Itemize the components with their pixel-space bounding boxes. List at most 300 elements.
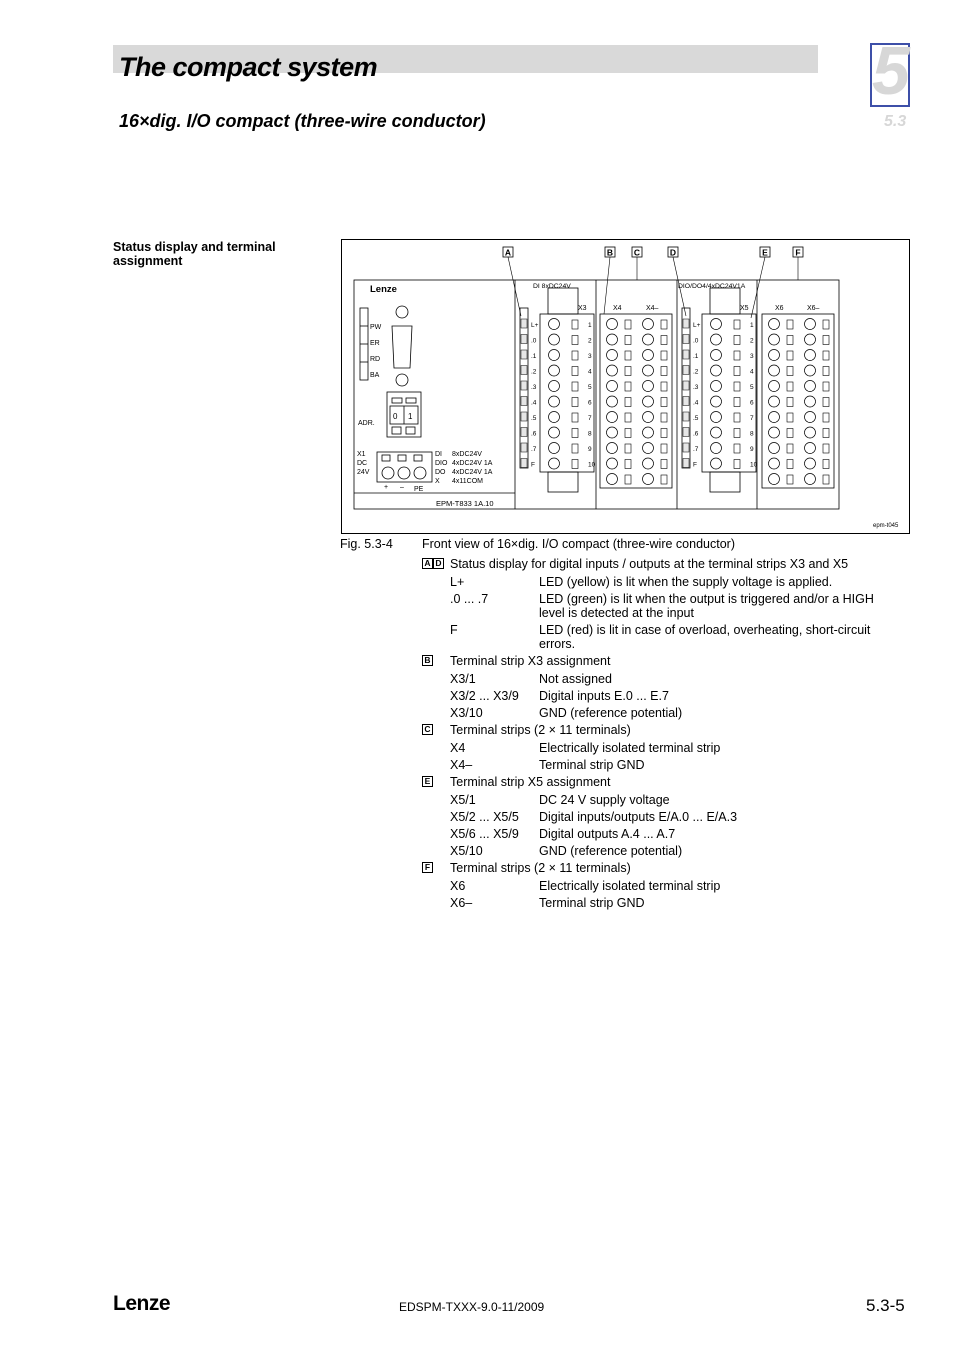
legend-value: Terminal strip GND	[539, 896, 645, 910]
terminal-screw-x3	[572, 460, 578, 469]
legend-row	[422, 810, 892, 824]
terminal-hole-x4	[607, 350, 618, 361]
di-header: DI 8xDC24V	[533, 283, 571, 290]
terminal-screw-x4	[625, 413, 631, 422]
terminal-hole-x6	[769, 443, 780, 454]
terminal-screw-x4	[625, 475, 631, 484]
terminal-hole-x4	[643, 334, 654, 345]
terminal-screw-x4	[661, 413, 667, 422]
terminal-screw-x6	[823, 336, 829, 345]
legend-key: .0 ... .7	[450, 592, 489, 606]
terminal-hole-x6	[805, 458, 816, 469]
status-led-x3	[521, 428, 527, 437]
figure-ref: epm-t045	[873, 523, 899, 529]
legend-value: LED (green) is lit when the output is triggered and/or a HIGH level is detected at the input	[539, 592, 874, 620]
terminal-number-x3: 9	[588, 446, 592, 453]
pe-label: PE	[414, 486, 424, 493]
terminal-screw-x6	[787, 398, 793, 407]
x1-label: DC	[357, 460, 368, 467]
terminal-number-x3: 4	[588, 368, 592, 376]
figure-front-view	[341, 239, 910, 534]
terminal-hole-x6	[769, 474, 780, 485]
terminal-screw-x4	[661, 398, 667, 407]
terminal-hole-x4	[607, 319, 618, 330]
terminal-hole-x4	[643, 427, 654, 438]
terminal-screw-x3	[572, 444, 578, 453]
terminal-screw-x6	[787, 444, 793, 453]
x4-label: X4	[613, 305, 622, 312]
terminal-hole-x6	[769, 350, 780, 361]
terminal-screw-x4	[661, 429, 667, 438]
x6-minus-label: X6–	[807, 305, 820, 312]
terminal-screw-x5	[734, 460, 740, 469]
model-label: EPM-T833 1A.10	[436, 499, 494, 508]
terminal-screw-x5	[734, 413, 740, 422]
legend-key: F	[450, 623, 458, 637]
terminal-hole-x4	[643, 396, 654, 407]
terminal-screw-x4	[625, 336, 631, 345]
legend-row	[422, 575, 892, 589]
legend-row	[422, 758, 892, 772]
terminal-hole-x4	[643, 319, 654, 330]
chapter-number: 5	[872, 33, 910, 109]
status-label-x3: .7	[531, 446, 537, 453]
terminal-hole-x5	[711, 319, 722, 330]
terminal-screw-x6	[787, 429, 793, 438]
legend-letter-box: F	[422, 862, 433, 873]
legend-row	[422, 827, 892, 841]
terminal-hole-x6	[805, 396, 816, 407]
callout-leader	[751, 257, 765, 318]
legend-group	[422, 723, 892, 772]
legend-value: LED (red) is lit in case of overload, overheating, short-circuit errors.	[539, 623, 871, 651]
status-label-x5: .7	[693, 446, 699, 453]
status-led-x5	[683, 459, 689, 468]
led-label: RD	[370, 356, 381, 363]
terminal-hole-x4	[607, 396, 618, 407]
status-label-x5: .5	[693, 415, 699, 422]
terminal-hole-x4	[607, 334, 618, 345]
terminal-hole-x5	[711, 458, 722, 469]
figure-caption-number: Fig. 5.3-4	[340, 537, 393, 551]
terminal-hole-x3	[549, 381, 560, 392]
status-label-x5: F	[693, 461, 697, 469]
terminal-screw-x5	[734, 336, 740, 345]
terminal-hole-x4	[607, 381, 618, 392]
terminal-screw-x5	[734, 351, 740, 360]
status-label-x5: .6	[693, 430, 699, 438]
terminal-hole-x4	[643, 381, 654, 392]
terminal-hole-x5	[711, 365, 722, 376]
legend-key: X4	[450, 741, 466, 755]
terminal-screw-x6	[823, 444, 829, 453]
terminal-screw-x6	[787, 367, 793, 376]
page-subtitle: 16×dig. I/O compact (three-wire conductor)	[119, 111, 486, 131]
status-led-x3	[521, 366, 527, 375]
terminal-hole-x6	[805, 381, 816, 392]
terminal-screw-x6	[787, 413, 793, 422]
terminal-hole-x4	[607, 412, 618, 423]
terminal-number-x5: 10	[750, 461, 758, 469]
status-led-x3	[521, 350, 527, 359]
legend-key: X3/1	[450, 672, 476, 686]
terminal-screw-x4	[625, 429, 631, 438]
legend-value: Electrically isolated terminal strip	[539, 879, 721, 893]
footer-logo: Lenze	[113, 1292, 171, 1315]
side-label: Status display and terminal assignment	[113, 240, 276, 268]
terminal-screw-x6	[823, 398, 829, 407]
terminal-hole-x6	[805, 427, 816, 438]
terminal-hole-x6	[805, 412, 816, 423]
figure-legend	[422, 557, 892, 913]
terminal-screw-x3	[572, 398, 578, 407]
terminal-hole-x5	[711, 350, 722, 361]
legend-value: DC 24 V supply voltage	[539, 793, 670, 807]
terminal-screw-x3	[572, 367, 578, 376]
terminal-screw-x5	[734, 398, 740, 407]
terminal-screw-x3	[572, 413, 578, 422]
dio-header: DIO/DO4/4xDC24V1A	[678, 283, 746, 290]
callout-letter: F	[795, 247, 801, 258]
terminal-screw-x4	[625, 460, 631, 469]
legend-row	[422, 689, 892, 703]
spec-key: DIO	[435, 460, 448, 467]
status-label-x3: F	[531, 461, 535, 469]
legend-key: X3/10	[450, 706, 483, 720]
terminal-hole-x5	[711, 427, 722, 438]
terminal-screw-x6	[823, 475, 829, 484]
terminal-hole-x4	[643, 458, 654, 469]
status-label-x5: .0	[693, 337, 699, 345]
status-led-x5	[683, 319, 689, 328]
legend-heading	[422, 723, 892, 737]
terminal-screw-x4	[661, 320, 667, 329]
status-label-x3: .5	[531, 415, 537, 422]
terminal-number-x3: 6	[588, 399, 592, 407]
terminal-screw-x6	[823, 351, 829, 360]
terminal-screw-x3	[572, 351, 578, 360]
spec-value: 4x11COM	[452, 478, 483, 485]
terminal-number-x3: 5	[588, 384, 592, 391]
terminal-screw-x6	[823, 460, 829, 469]
dip-label: 0	[393, 412, 398, 421]
footer-doc-id: EDSPM-TXXX-9.0-11/2009	[399, 1300, 545, 1314]
terminal-screw-x6	[823, 413, 829, 422]
legend-value: Digital outputs A.4 ... A.7	[539, 827, 676, 841]
terminal-screw-x4	[661, 382, 667, 391]
legend-row	[422, 672, 892, 686]
status-label-x3: .4	[531, 399, 537, 407]
terminal-number-x5: 8	[750, 430, 754, 438]
legend-value: Digital inputs/outputs E/A.0 ... E/A.3	[539, 810, 738, 824]
minus-label: –	[400, 484, 404, 491]
led-label: ER	[370, 340, 380, 347]
terminal-screw-x4	[661, 351, 667, 360]
legend-heading	[422, 557, 892, 571]
terminal-screw-x4	[661, 367, 667, 376]
legend-heading-text: Terminal strip X3 assignment	[450, 654, 611, 668]
legend-row	[422, 592, 892, 620]
terminal-screw-x6	[787, 351, 793, 360]
spec-value: 8xDC24V	[452, 451, 482, 458]
status-led-x3	[521, 443, 527, 452]
callout-letter: B	[606, 247, 614, 258]
terminal-hole-x4	[643, 443, 654, 454]
terminal-hole-x6	[769, 365, 780, 376]
x1-label: 24V	[357, 469, 370, 476]
spec-key: DI	[435, 451, 442, 458]
spec-key: X	[435, 478, 440, 485]
legend-heading	[422, 861, 892, 875]
terminal-hole-x3	[549, 334, 560, 345]
terminal-screw-x4	[661, 475, 667, 484]
terminal-hole-x5	[711, 443, 722, 454]
terminal-hole-x4	[643, 474, 654, 485]
legend-value: Electrically isolated terminal strip	[539, 741, 721, 755]
terminal-screw-x4	[661, 336, 667, 345]
status-led-x3	[521, 397, 527, 406]
callout-leader	[508, 257, 521, 316]
legend-key: X3/2 ... X3/9	[450, 689, 519, 703]
status-label-x5: .4	[693, 399, 699, 407]
status-led-x3	[521, 335, 527, 344]
terminal-hole-x6	[805, 443, 816, 454]
status-led-x3	[521, 459, 527, 468]
callout-letter: E	[762, 247, 768, 258]
legend-row	[422, 741, 892, 755]
terminal-screw-x6	[787, 475, 793, 484]
terminal-number-x3: 7	[588, 415, 592, 422]
terminal-screw-x5	[734, 382, 740, 391]
terminal-hole-x6	[769, 458, 780, 469]
chapter-section: 5.3	[884, 113, 907, 130]
legend-heading	[422, 775, 892, 789]
status-label-x5: .1	[693, 353, 699, 360]
terminal-number-x5: 1	[750, 322, 754, 329]
x4-minus-label: X4–	[646, 305, 659, 312]
terminal-hole-x4	[607, 443, 618, 454]
plus-label: +	[384, 484, 389, 491]
callout-letter: C	[633, 247, 641, 258]
legend-letter-box: E	[422, 776, 433, 787]
terminal-screw-x6	[823, 320, 829, 329]
terminal-number-x5: 7	[750, 415, 754, 422]
terminal-screw-x5	[734, 367, 740, 376]
status-label-x3: .1	[531, 353, 537, 360]
legend-heading-text: Terminal strips (2 × 11 terminals)	[450, 861, 631, 875]
legend-letter-box: B	[422, 655, 433, 666]
terminal-screw-x4	[625, 444, 631, 453]
status-led-x5	[683, 366, 689, 375]
x6-label: X6	[775, 305, 784, 312]
terminal-hole-x6	[805, 474, 816, 485]
terminal-screw-x4	[661, 460, 667, 469]
terminal-number-x3: 2	[588, 337, 592, 345]
terminal-hole-x3	[549, 319, 560, 330]
dip-label: 1	[408, 412, 413, 421]
legend-group	[422, 654, 892, 720]
terminal-screw-x6	[823, 429, 829, 438]
x3-label: X3	[578, 305, 587, 312]
status-led-x5	[683, 443, 689, 452]
terminal-screw-x4	[661, 444, 667, 453]
legend-group	[422, 861, 892, 910]
terminal-hole-x3	[549, 365, 560, 376]
terminal-screw-x6	[787, 320, 793, 329]
terminal-hole-x5	[711, 381, 722, 392]
spec-key: DO	[435, 469, 446, 476]
terminal-screw-x4	[625, 382, 631, 391]
legend-value: LED (yellow) is lit when the supply voltage is applied.	[539, 575, 833, 589]
terminal-hole-x3	[549, 458, 560, 469]
legend-group	[422, 775, 892, 858]
callout-letter: D	[669, 247, 677, 258]
terminal-hole-x6	[769, 427, 780, 438]
terminal-hole-x4	[607, 474, 618, 485]
terminal-screw-x6	[787, 382, 793, 391]
page-title: The compact system	[119, 52, 378, 82]
terminal-hole-x6	[769, 319, 780, 330]
legend-value: Terminal strip GND	[539, 758, 645, 772]
terminal-hole-x3	[549, 350, 560, 361]
device-diagram	[342, 240, 909, 533]
terminal-number-x5: 3	[750, 353, 754, 360]
status-led-x5	[683, 397, 689, 406]
terminal-screw-x6	[787, 460, 793, 469]
legend-row	[422, 879, 892, 893]
legend-value: GND (reference potential)	[539, 706, 683, 720]
terminal-hole-x6	[805, 350, 816, 361]
terminal-screw-x6	[787, 336, 793, 345]
terminal-hole-x4	[643, 365, 654, 376]
device-logo: Lenze	[370, 284, 397, 295]
status-label-x3: .6	[531, 430, 537, 438]
led-label: PW	[370, 324, 382, 331]
legend-row	[422, 793, 892, 807]
footer-page-number: 5.3-5	[866, 1296, 905, 1315]
terminal-number-x3: 3	[588, 353, 592, 360]
terminal-hole-x5	[711, 396, 722, 407]
legend-key: L+	[450, 575, 465, 589]
legend-heading-text: Status display for digital inputs / outputs at the terminal strips X3 and X5	[450, 557, 849, 571]
status-label-x3: .0	[531, 337, 537, 345]
terminal-hole-x4	[643, 412, 654, 423]
terminal-hole-x6	[769, 412, 780, 423]
status-led-x3	[521, 381, 527, 390]
terminal-hole-x6	[769, 334, 780, 345]
legend-row	[422, 844, 892, 858]
status-led-x5	[683, 381, 689, 390]
terminal-number-x5: 5	[750, 384, 754, 391]
terminal-screw-x4	[625, 398, 631, 407]
legend-value: Not assigned	[539, 672, 612, 686]
status-led-x3	[521, 412, 527, 421]
callout-letter: A	[504, 247, 512, 258]
terminal-hole-x4	[607, 458, 618, 469]
terminal-screw-x4	[625, 320, 631, 329]
spec-value: 4xDC24V 1A	[452, 469, 493, 476]
callout-leader	[604, 257, 610, 314]
legend-key: X4–	[450, 758, 473, 772]
terminal-hole-x4	[607, 365, 618, 376]
legend-key: X5/6 ... X5/9	[450, 827, 519, 841]
status-led-x3	[521, 319, 527, 328]
status-led-x5	[683, 412, 689, 421]
legend-row	[422, 706, 892, 720]
adr-label: ADR.	[358, 420, 375, 427]
status-label-x3: .3	[531, 384, 537, 391]
terminal-number-x3: 1	[588, 322, 592, 329]
status-led-x5	[683, 350, 689, 359]
legend-key: X5/2 ... X5/5	[450, 810, 519, 824]
led-label: BA	[370, 372, 380, 379]
status-label-x5: .2	[693, 368, 699, 376]
terminal-screw-x4	[625, 367, 631, 376]
terminal-hole-x3	[549, 443, 560, 454]
legend-key: X5/10	[450, 844, 483, 858]
legend-value: GND (reference potential)	[539, 844, 683, 858]
terminal-hole-x6	[769, 396, 780, 407]
status-label-x5: .3	[693, 384, 699, 391]
legend-letter-box: A	[422, 558, 433, 569]
terminal-hole-x4	[643, 350, 654, 361]
status-led-x5	[683, 428, 689, 437]
terminal-number-x5: 6	[750, 399, 754, 407]
status-label-x5: L+	[693, 322, 701, 329]
terminal-screw-x5	[734, 429, 740, 438]
terminal-hole-x3	[549, 396, 560, 407]
terminal-screw-x3	[572, 382, 578, 391]
terminal-hole-x6	[805, 334, 816, 345]
terminal-screw-x5	[734, 320, 740, 329]
figure-caption-text: Front view of 16×dig. I/O compact (three-wire conductor)	[422, 537, 735, 551]
legend-key: X6–	[450, 896, 473, 910]
terminal-number-x3: 10	[588, 461, 596, 469]
legend-group	[422, 557, 892, 651]
spec-value: 4xDC24V 1A	[452, 460, 493, 467]
legend-heading-text: Terminal strips (2 × 11 terminals)	[450, 723, 631, 737]
terminal-screw-x6	[823, 382, 829, 391]
status-led-x5	[683, 335, 689, 344]
legend-row	[422, 623, 892, 651]
legend-letter-box: C	[422, 724, 433, 735]
legend-heading-text: Terminal strip X5 assignment	[450, 775, 611, 789]
terminal-screw-x6	[823, 367, 829, 376]
legend-row	[422, 896, 892, 910]
terminal-hole-x4	[607, 427, 618, 438]
legend-letter-box: D	[433, 558, 444, 569]
legend-heading	[422, 654, 892, 668]
terminal-screw-x3	[572, 429, 578, 438]
terminal-screw-x5	[734, 444, 740, 453]
status-label-x3: .2	[531, 368, 537, 376]
legend-value: Digital inputs E.0 ... E.7	[539, 689, 669, 703]
terminal-hole-x6	[769, 381, 780, 392]
terminal-number-x5: 4	[750, 368, 754, 376]
x1-label: X1	[357, 451, 366, 458]
terminal-number-x5: 9	[750, 446, 754, 453]
terminal-screw-x3	[572, 320, 578, 329]
x5-label: X5	[740, 305, 749, 312]
terminal-hole-x6	[805, 319, 816, 330]
terminal-number-x5: 2	[750, 337, 754, 345]
terminal-hole-x3	[549, 427, 560, 438]
legend-key: X6	[450, 879, 466, 893]
terminal-hole-x5	[711, 412, 722, 423]
status-label-x3: L+	[531, 322, 539, 329]
legend-key: X5/1	[450, 793, 476, 807]
terminal-screw-x4	[625, 351, 631, 360]
